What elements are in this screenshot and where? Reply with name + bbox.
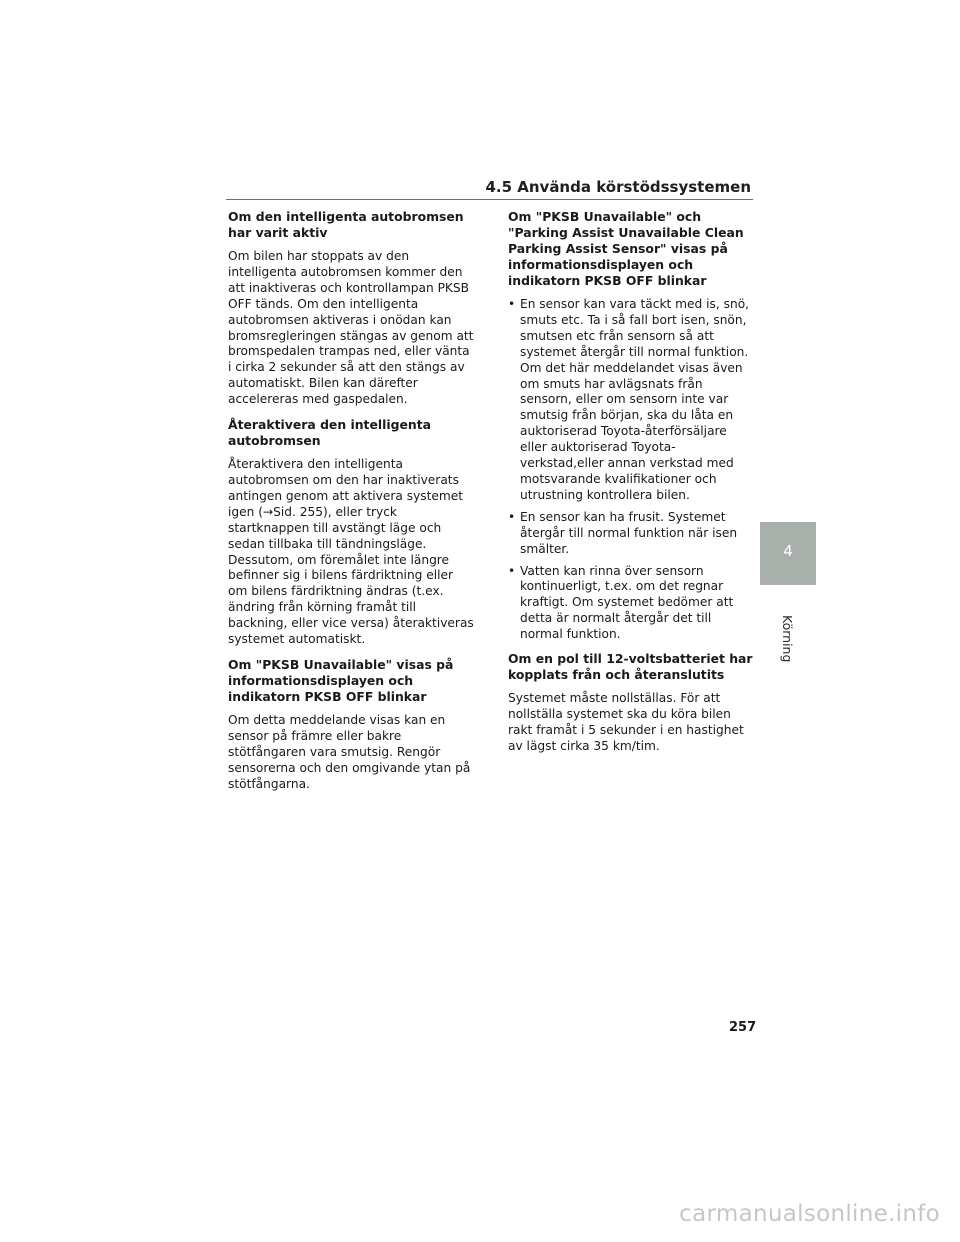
heading-autobrake-active: Om den intelligenta autobromsen har varit aktiv [228,209,464,240]
left-column [228,209,474,801]
heading-battery-disconnected: Om en pol till 12-voltsbatteriet har kopplats från och återanslutits [508,651,753,683]
watermark: carmanualsonline.info [679,1201,940,1227]
paragraph-pksb-unavailable: Om detta meddelande visas kan en sensor på främre eller bakre stötfångaren vara smutsig. Rengör sensorerna och den omgivande ytan på stötfångarna. [228,712,471,791]
chapter-tab [760,522,816,585]
chapter-label: Körning [780,615,795,663]
list-item: • Vatten kan rinna över sensorn kontinuerligt, t.ex. om det regnar kraftigt. Om systemet bedömer att detta är normalt återgår det till normal funktion. [508,564,754,644]
chapter-number: 4 [783,542,793,560]
page-number: 257 [729,1020,757,1035]
right-column [508,209,754,764]
list-item: • En sensor kan ha frusit. Systemet återgår till normal funktion när isen smälter. [508,510,754,558]
paragraph-autobrake-active: Om bilen har stoppats av den intelligenta autobromsen kommer den att inaktiveras och kontrollampan PKSB OFF tänds. Om den intelligenta autobromsen aktiveras i onödan kan bromsregleringen stängas av genom att bromspedalen trampas ned, eller vänta i cirka 2 sekunder så att den stängs av automatiskt. Bilen kan därefter accelereras med gaspedalen. [228,249,474,407]
heading-reactivate-autobrake: Återaktivera den intelligenta autobromsen [228,417,431,449]
list-item: • En sensor kan vara täckt med is, snö, smuts etc. Ta i så fall bort isen, snön, smutsen etc från sensorn så att systemet återgår till normal funktion. Om det här meddelandet visas även om smuts har avlägsnats från sensorn, eller om sensorn inte var smutsig från början, ska du låta en auktoriserad Toyota-återförsäljare eller auktoriserad Toyota-verkstad,eller annan verkstad med motsvarande kvalifikationer och utrustning kontrollera bilen. [508,297,754,504]
cause-list [508,297,754,643]
paragraph-battery-disconnected: Systemet måste nollställas. För att nollställa systemet ska du köra bilen rakt framåt i 5 sekunder i en hastighet av lägst cirka 35 km/tim. [508,691,744,753]
heading-parking-assist-unavailable: Om "PKSB Unavailable" och "Parking Assist Unavailable Clean Parking Assist Sensor" visas på informationsdisplayen och indikatorn PKSB OFF blinkar [508,209,744,288]
heading-pksb-unavailable: Om "PKSB Unavailable" visas på informationsdisplayen och indikatorn PKSB OFF blinkar [228,656,454,704]
paragraph-reactivate-autobrake: Återaktivera den intelligenta autobromsen om den har inaktiverats antingen genom att aktivera systemet igen (→Sid. 255), eller tryck startknappen till avstängt läge och sedan tillbaka till tändningsläge. Dessutom, om föremålet inte längre befinner sig i bilens färdriktning eller om bilens färdriktning ändras (t.ex. ändring från körning framåt till backning, eller vice versa) återaktiveras systemet automatiskt. [228,457,474,647]
section-title: 4.5 Använda körstödssystemen [485,178,751,196]
header-divider [226,199,753,200]
